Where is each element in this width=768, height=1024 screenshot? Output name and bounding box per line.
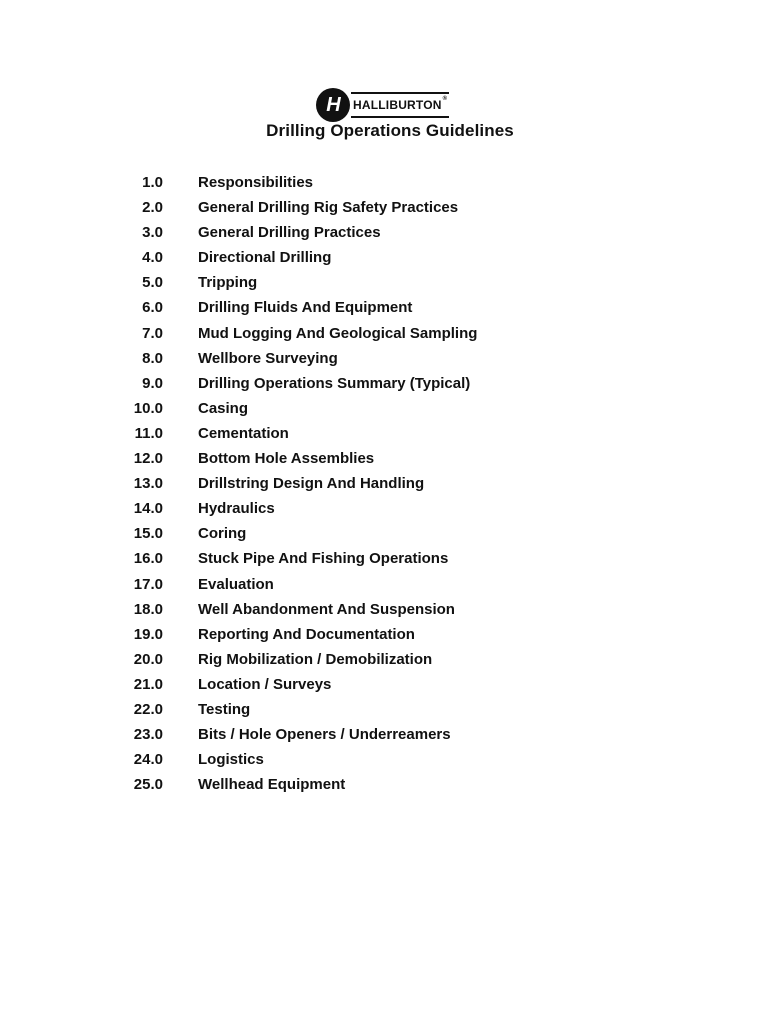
toc-item: [0, 170, 768, 195]
toc-item: [0, 647, 768, 672]
document-title: Drilling Operations Guidelines: [266, 121, 514, 140]
toc-section-title: Drilling Operations Summary (Typical): [198, 374, 471, 392]
toc-item: [0, 446, 768, 471]
halliburton-logo: [316, 88, 449, 122]
toc-section-number: 15.0: [133, 525, 163, 543]
toc-section-number: 17.0: [133, 575, 163, 593]
toc-section-title: Casing: [198, 399, 249, 417]
toc-item: [0, 396, 768, 421]
toc-item: [0, 496, 768, 521]
toc-section-title: Stuck Pipe And Fishing Operations: [198, 550, 449, 568]
logo-mark-letter: H: [326, 94, 340, 116]
toc-section-number: 2.0: [142, 199, 163, 217]
toc-item: [0, 245, 768, 270]
toc-item: [0, 747, 768, 772]
toc-item: [0, 195, 768, 220]
toc-item: [0, 220, 768, 245]
toc-section-title: Hydraulics: [198, 500, 275, 518]
toc-section-number: 22.0: [133, 700, 163, 718]
toc-section-number: 16.0: [133, 550, 163, 568]
toc-item: [0, 421, 768, 446]
toc-section-number: 1.0: [142, 174, 163, 191]
toc-section-title: Testing: [198, 700, 251, 718]
toc-section-title: Location / Surveys: [198, 675, 332, 693]
toc-section-title: Coring: [198, 525, 247, 543]
toc-section-number: 18.0: [133, 600, 163, 618]
toc-section-number: 21.0: [133, 675, 163, 693]
toc-section-number: 7.0: [142, 324, 163, 342]
toc-section-title: Bits / Hole Openers / Underreamers: [198, 726, 451, 744]
toc-section-title: Bottom Hole Assemblies: [198, 450, 375, 468]
toc-section-title: Evaluation: [198, 575, 274, 593]
toc-item: [0, 572, 768, 597]
toc-item: [0, 672, 768, 697]
toc-section-number: 10.0: [133, 399, 163, 417]
toc-section-number: 14.0: [133, 500, 163, 518]
toc-item: [0, 295, 768, 320]
toc-section-title: Responsibilities: [198, 174, 314, 191]
toc-section-title: Wellbore Surveying: [198, 349, 338, 367]
toc-section-number: 13.0: [133, 475, 163, 493]
toc-item: [0, 471, 768, 496]
toc-section-number: 25.0: [133, 776, 163, 794]
toc-section-number: 23.0: [133, 726, 163, 744]
toc-item: [0, 546, 768, 571]
toc-item: [0, 371, 768, 396]
toc-section-title: General Drilling Practices: [198, 224, 381, 242]
toc-item: [0, 697, 768, 722]
toc-section-number: 3.0: [142, 224, 163, 242]
logo-trademark: ®: [442, 96, 448, 102]
toc-section-number: 9.0: [142, 374, 163, 392]
toc-section-title: General Drilling Rig Safety Practices: [198, 199, 459, 217]
toc-item: [0, 270, 768, 295]
table-of-contents: [0, 170, 768, 797]
toc-item: [0, 321, 768, 346]
toc-section-title: Mud Logging And Geological Sampling: [198, 324, 478, 342]
toc-section-number: 20.0: [133, 650, 163, 668]
toc-item: [0, 521, 768, 546]
toc-section-number: 8.0: [142, 349, 163, 367]
toc-section-title: Tripping: [198, 274, 258, 292]
toc-section-number: 5.0: [142, 274, 163, 292]
toc-section-number: 19.0: [133, 625, 163, 643]
toc-section-number: 6.0: [142, 299, 163, 317]
toc-item: [0, 722, 768, 747]
toc-section-title: Well Abandonment And Suspension: [198, 600, 455, 618]
toc-section-title: Wellhead Equipment: [198, 776, 346, 794]
toc-section-title: Directional Drilling: [198, 249, 332, 267]
toc-section-title: Cementation: [198, 424, 289, 442]
toc-section-title: Reporting And Documentation: [198, 625, 415, 643]
toc-section-number: 12.0: [133, 450, 163, 468]
toc-section-number: 11.0: [134, 424, 163, 442]
toc-section-number: 4.0: [142, 249, 163, 267]
toc-item: [0, 346, 768, 371]
toc-section-title: Drilling Fluids And Equipment: [198, 299, 413, 317]
logo-wordmark: [351, 92, 449, 118]
toc-item: [0, 622, 768, 647]
toc-section-title: Rig Mobilization / Demobilization: [198, 650, 433, 668]
logo-text: HALLIBURTON: [353, 98, 442, 112]
toc-item: [0, 597, 768, 622]
toc-item: [0, 772, 768, 797]
toc-section-title: Logistics: [198, 751, 264, 769]
logo-mark-icon: [316, 88, 350, 122]
toc-section-title: Drillstring Design And Handling: [198, 475, 425, 493]
toc-section-number: 24.0: [133, 751, 163, 769]
